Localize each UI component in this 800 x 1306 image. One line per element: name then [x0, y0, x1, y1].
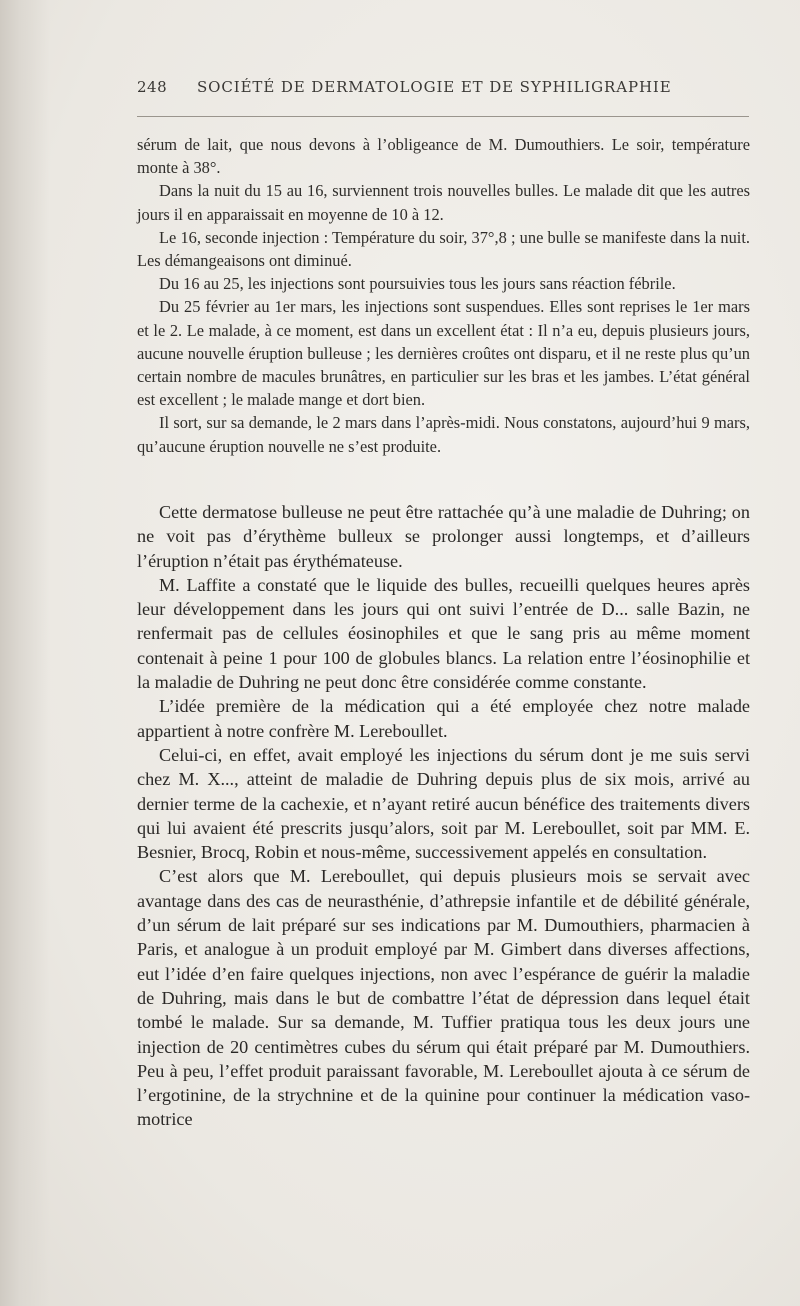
discussion-section — [137, 500, 750, 1132]
case-paragraph-1: sérum de lait, que nous devons à l’obligeance de M. Dumouthiers. Le soir, température monte à 38°. — [137, 135, 750, 178]
header-rule — [137, 116, 749, 117]
discussion-paragraph-2: M. Laffite a constaté que le liquide des bulles, recueilli quelques heures après leur développement dans les jours qui ont suivi l’entrée de D... salle Bazin, ne renfermait pas de cellules éosinophiles et que le sang pris au même moment contenait à peine 1 pour 100 de globules blancs. La relation entre l’éosinophilie et la maladie de Duhring ne peut donc être considérée comme constante. — [137, 574, 750, 693]
page-number: 248 — [137, 78, 168, 96]
page-gutter-shadow — [0, 0, 50, 1306]
case-paragraph-3: Le 16, seconde injection : Température du soir, 37°,8 ; une bulle se manifeste dans la nuit. Les démangeaisons ont diminué. — [137, 227, 750, 271]
case-paragraph-6: Il sort, sur sa demande, le 2 mars dans l’après-midi. Nous constatons, aujourd’hui 9 mars, qu’aucune éruption nouvelle ne s’est produite. — [137, 413, 750, 456]
case-paragraph-2: Dans la nuit du 15 au 16, surviennent trois nouvelles bulles. Le malade dit que les autres jours il en apparaissait en moyenne de 10 à 12. — [137, 181, 750, 224]
case-paragraph-4: Du 16 au 25, les injections sont poursuivies tous les jours sans réaction fébrile. — [159, 274, 676, 294]
discussion-paragraph-4: Celui-ci, en effet, avait employé les injections du sérum dont je me suis servi chez M. X..., atteint de maladie de Duhring depuis plus de six mois, arrivé au dernier terme de la cachexie, et n’ayant retiré aucun bénéfice des traitements divers qui lui avaient été prescrits jusqu’alors, soit par M. Lereboullet, soit par MM. E. Besnier, Brocq, Robin et nous-même, successivement appelés en consultation. — [137, 744, 750, 863]
discussion-paragraph-1: Cette dermatose bulleuse ne peut être rattachée qu’à une maladie de Duhring; on ne voit pas d’érythème bulleux se prolonger aussi longtemps, et d’ailleurs l’éruption n’était pas érythémateuse. — [137, 502, 750, 571]
discussion-paragraph-5: C’est alors que M. Lereboullet, qui depuis plusieurs mois se servait avec avantage dans des cas de neurasthénie, d’athrepsie infantile et de débilité générale, d’un sérum de lait préparé sur ses indications par M. Dumouthiers, pharmacien à Paris, et analogue à un produit employé par M. Gimbert dans diverses affections, eut l’idée d’en faire quelques injections, non avec l’espérance de guérir la maladie de Duhring, mais dans le but de combattre l’état de dépression dans lequel était tombé le malade. Sur sa demande, M. Tuffier pratiqua tous les deux jours une injection de 20 centimètres cubes du sérum qui était préparé par M. Dumouthiers. Peu à peu, l’effet produit paraissant favorable, M. Lereboullet ajouta à ce sérum de l’ergotinine, de la strychnine et de la quinine pour continuer la médication vaso-motrice — [137, 866, 750, 1130]
running-title: SOCIÉTÉ DE DERMATOLOGIE ET DE SYPHILIGRAPHIE — [197, 78, 672, 96]
case-report-section — [137, 133, 750, 458]
case-paragraph-5: Du 25 février au 1er mars, les injections sont suspendues. Elles sont reprises le 1er mars et le 2. Le malade, à ce moment, est dans un excellent état : Il n’a eu, depuis plusieurs jours, aucune nouvelle éruption bulleuse ; les dernières croûtes ont disparu, et il ne reste plus qu’un certain nombre de macules brunâtres, en particulier sur les bras et les jambes. L’état général est excellent ; le malade mange et dort bien. — [137, 297, 750, 410]
discussion-paragraph-3: L’idée première de la médication qui a été employée chez notre malade appartient à notre confrère M. Lereboullet. — [137, 696, 750, 741]
page-header — [137, 78, 757, 96]
